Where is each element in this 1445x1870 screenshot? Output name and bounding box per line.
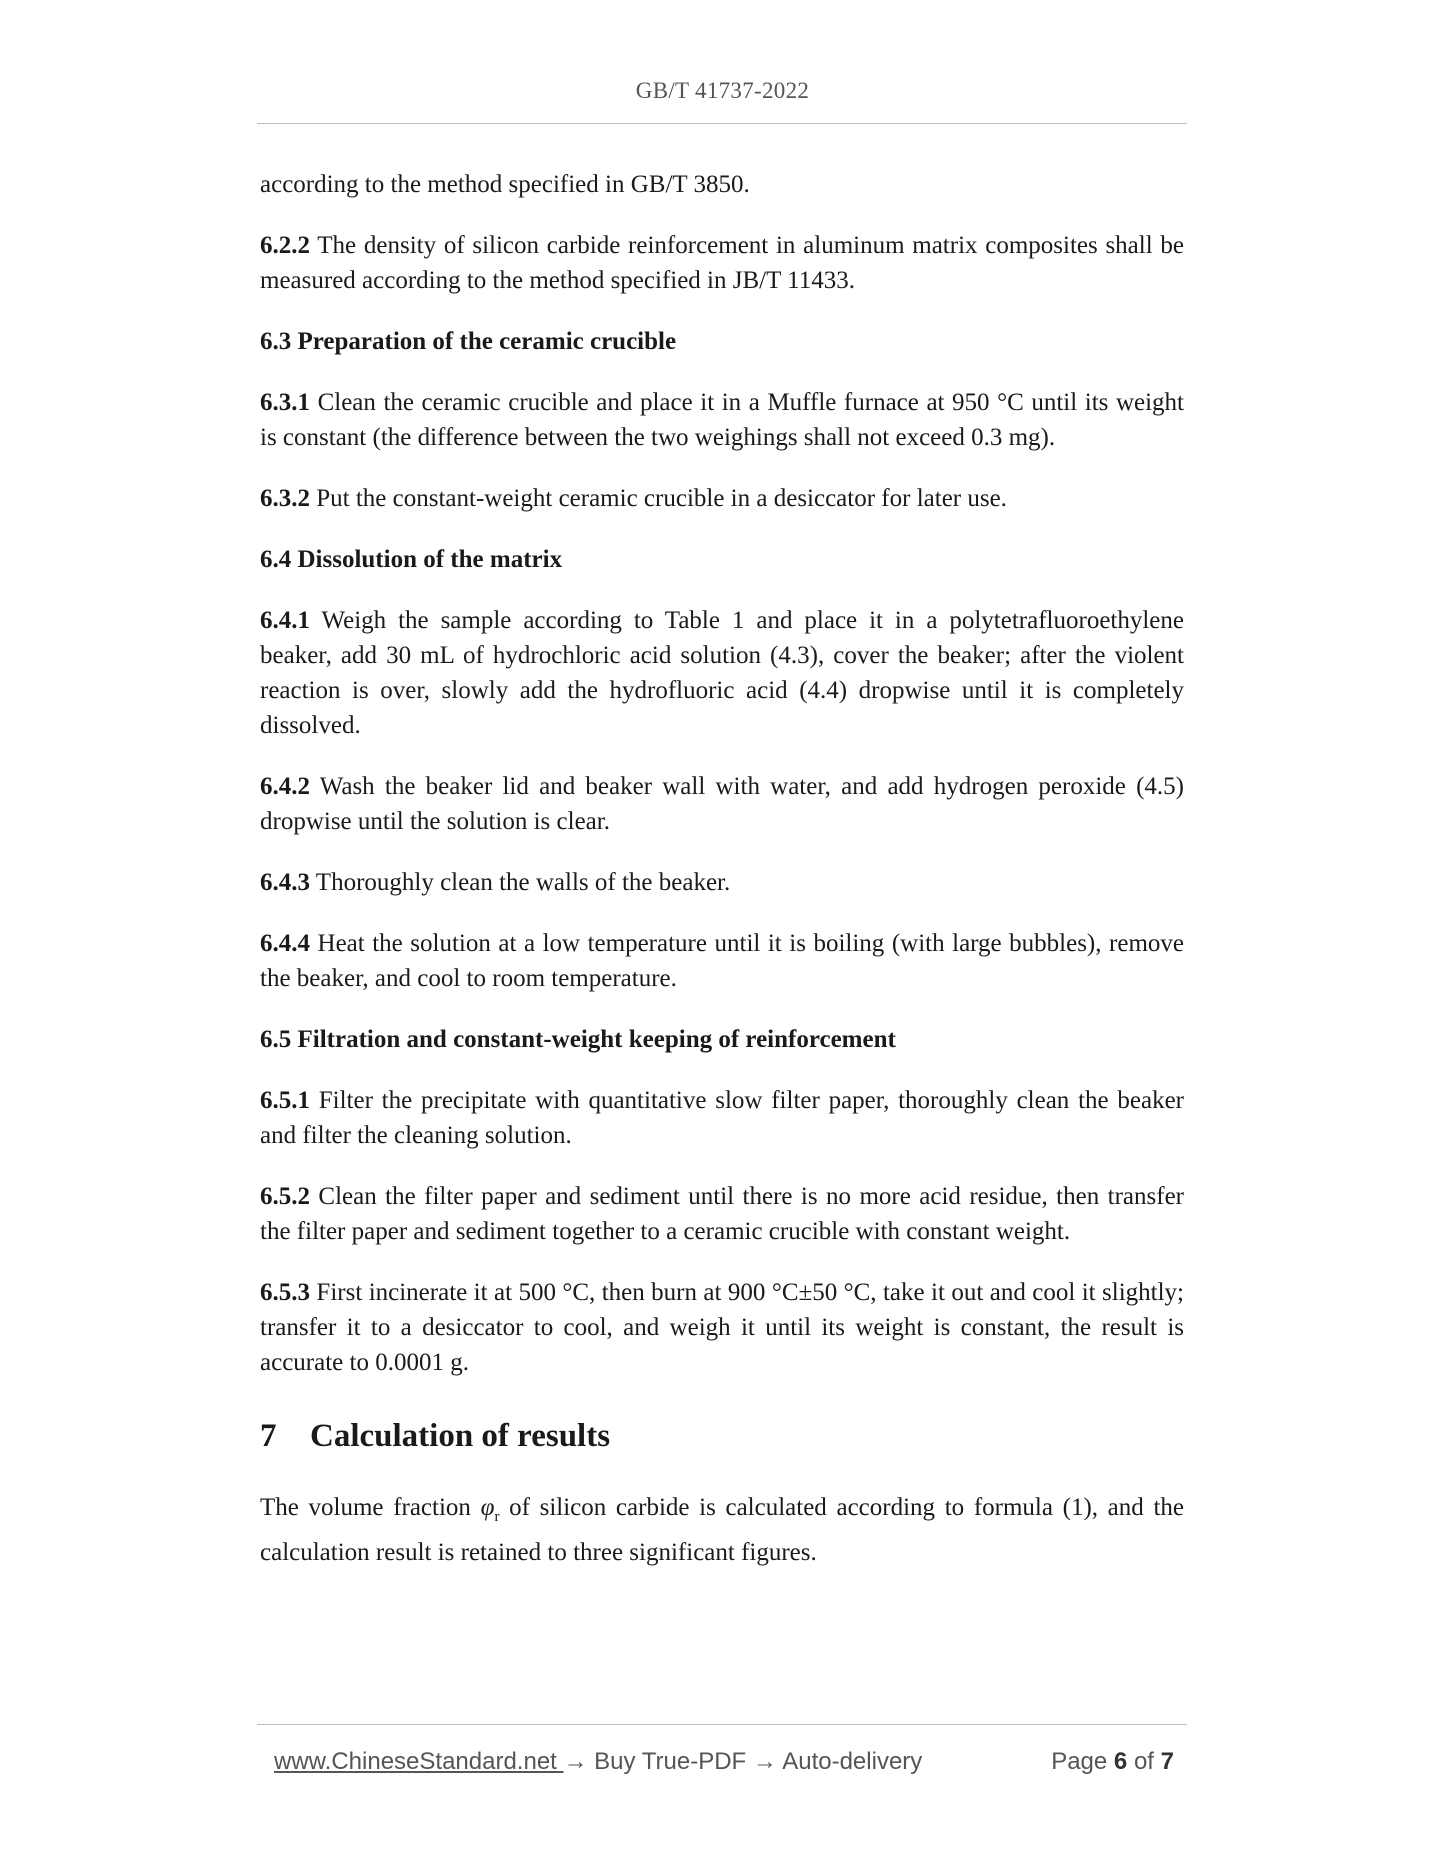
subsection-heading-6-4: 6.4 Dissolution of the matrix xyxy=(260,546,563,573)
clause-6-4-1 xyxy=(260,603,1184,743)
clause-6-2-2 xyxy=(260,228,1184,298)
clause-number: 6.5.1 xyxy=(260,1087,310,1114)
clause-text: First incinerate it at 500 °C, then burn at 900 °C±50 °C, take it out and cool it slightly; transfer it to a desiccator to cool, and weigh it until its weight is constant, the result is accurate to 0.0001 g. xyxy=(260,1279,1184,1376)
page-indicator xyxy=(1051,1748,1174,1776)
clause-number: 6.3.2 xyxy=(260,485,310,512)
page-number: 6 xyxy=(1113,1748,1128,1775)
website-link[interactable]: www.ChineseStandard.net xyxy=(274,1748,564,1775)
page-label: Page xyxy=(1051,1748,1108,1775)
document-body xyxy=(260,167,1184,1596)
footer-nav-text: → Buy True-PDF → Auto-delivery xyxy=(563,1748,923,1775)
clause-number: 6.4.1 xyxy=(260,607,310,634)
footer-divider xyxy=(257,1724,1187,1725)
clause-6-5-1 xyxy=(260,1083,1184,1153)
clause-6-5-3 xyxy=(260,1275,1184,1380)
clause-text: Heat the solution at a low temperature until it is boiling (with large bubbles), remove the beaker, and cool to room temperature. xyxy=(260,930,1184,992)
clause-6-4-3 xyxy=(260,865,1184,900)
header-divider xyxy=(257,123,1187,124)
clause-6-3-2 xyxy=(260,481,1184,516)
clause-number: 6.5.2 xyxy=(260,1183,310,1210)
clause-text: Thoroughly clean the walls of the beaker. xyxy=(310,869,731,896)
clause-text: Filter the precipitate with quantitative slow filter paper, thoroughly clean the beaker and filter the cleaning solution. xyxy=(260,1087,1184,1149)
clause-number: 6.5.3 xyxy=(260,1279,310,1306)
clause-6-4-2 xyxy=(260,769,1184,839)
clause-6-5-2 xyxy=(260,1179,1184,1249)
clause-text: Weigh the sample according to Table 1 and place it in a polytetrafluoroethylene beaker, add 30 mL of hydrochloric acid solution (4.3), cover the beaker; after the violent reaction is over, slowly add the hydrofluoric acid (4.4) dropwise until it is completely dissolved. xyxy=(260,607,1184,739)
page-header: GB/T 41737-2022 xyxy=(635,78,810,103)
section-number: 7 xyxy=(260,1418,277,1454)
clause-text: Put the constant-weight ceramic crucible in a desiccator for later use. xyxy=(310,485,1007,512)
section-heading-7 xyxy=(260,1416,1184,1456)
clause-number: 6.4.4 xyxy=(260,930,310,957)
clause-text: Clean the ceramic crucible and place it in a Muffle furnace at 950 °C until its weight is constant (the difference between the two weighings shall not exceed 0.3 mg). xyxy=(260,389,1184,451)
clause-number: 6.3.1 xyxy=(260,389,310,416)
results-paragraph xyxy=(260,1490,1184,1570)
of-label: of xyxy=(1133,1748,1154,1775)
results-text-end: of silicon carbide is calculated according to formula (1), and the calculation result is retained to three significant figures. xyxy=(260,1494,1184,1566)
clause-number: 6.4.2 xyxy=(260,773,310,800)
results-text-start: The volume fraction xyxy=(260,1494,481,1521)
clause-text: The density of silicon carbide reinforcement in aluminum matrix composites shall be measured according to the method specified in JB/T 11433. xyxy=(260,232,1184,294)
phi-symbol: φ xyxy=(480,1494,495,1521)
clause-6-3-1 xyxy=(260,385,1184,455)
paragraph-continuation: according to the method specified in GB/T 3850. xyxy=(260,171,750,198)
volume-fraction-symbol xyxy=(480,1494,500,1525)
page-total: 7 xyxy=(1160,1748,1174,1775)
subsection-heading-6-3: 6.3 Preparation of the ceramic crucible xyxy=(260,328,677,355)
clause-6-4-4 xyxy=(260,926,1184,996)
phi-subscript: r xyxy=(494,1509,500,1525)
clause-number: 6.4.3 xyxy=(260,869,310,896)
clause-text: Clean the filter paper and sediment until there is no more acid residue, then transfer the filter paper and sediment together to a ceramic crucible with constant weight. xyxy=(260,1183,1184,1245)
page-footer xyxy=(274,1748,1174,1776)
clause-number: 6.2.2 xyxy=(260,232,310,259)
section-title-text: Calculation of results xyxy=(310,1418,611,1454)
subsection-heading-6-5: 6.5 Filtration and constant-weight keeping of reinforcement xyxy=(260,1026,896,1053)
clause-text: Wash the beaker lid and beaker wall with water, and add hydrogen peroxide (4.5) dropwise until the solution is clear. xyxy=(260,773,1184,835)
